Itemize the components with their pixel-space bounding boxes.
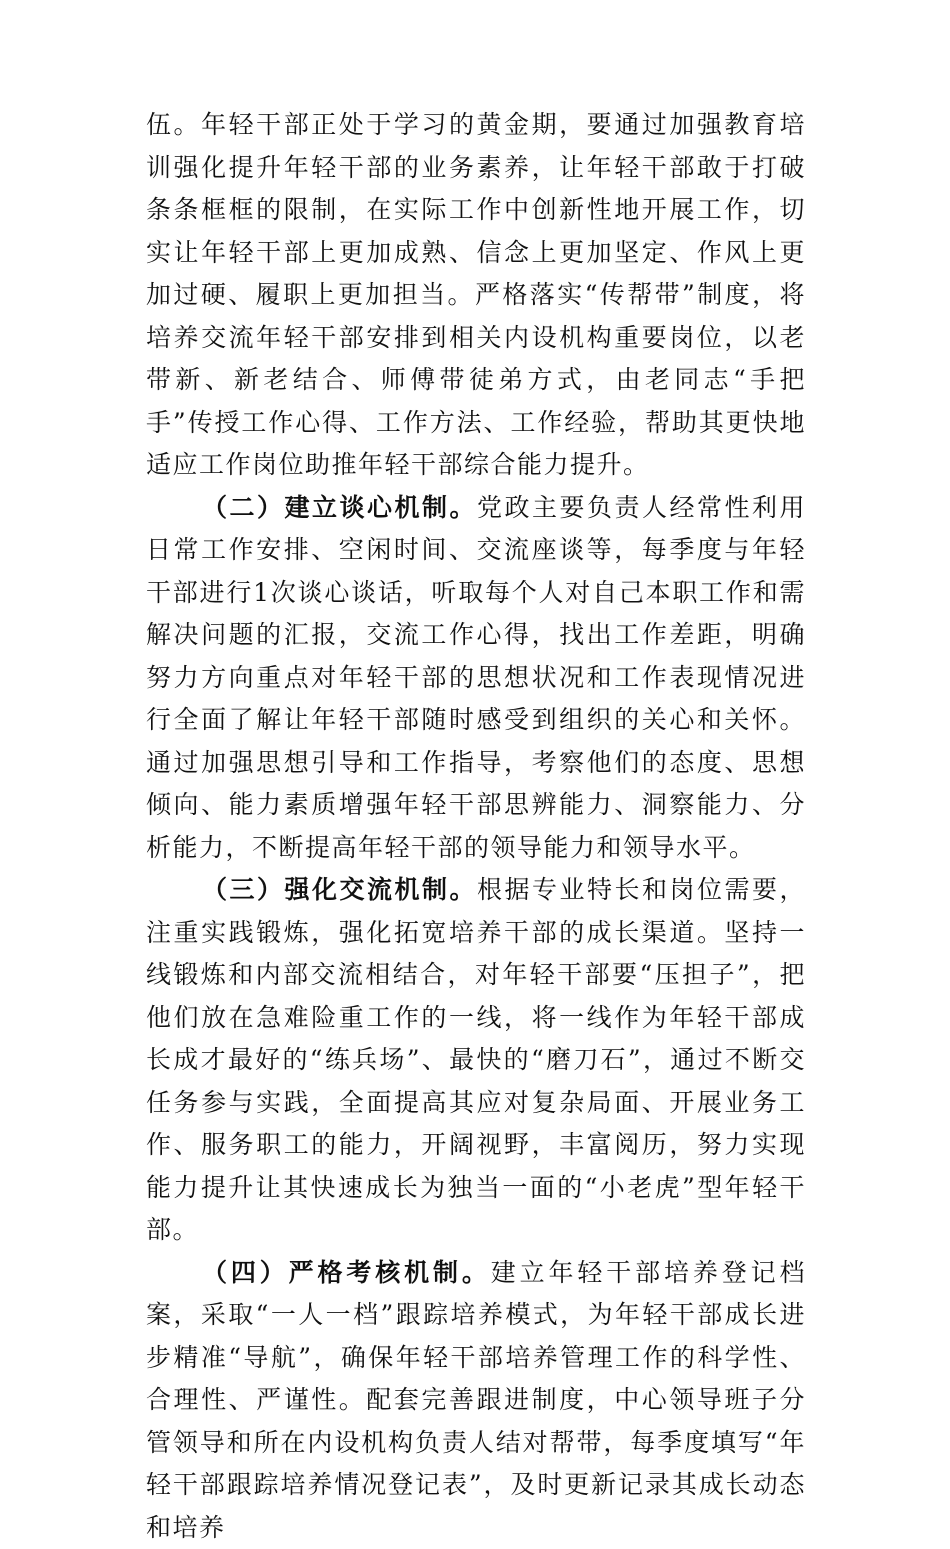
paragraph-text: 根据专业特长和岗位需要，注重实践锻炼，强化拓宽培养干部的成长渠道。坚持一线锻炼和内部交流相结合，对年轻干部要“压担子”，把他们放在急难险重工作的一线，将一线作为年轻干部成长成才最好的“练兵场”、最快的“磨刀石”，通过不断交任务参与实践，全面提高其应对复杂局面、开展业务工作、服务职工的能力，开阔视野，丰富阅历，努力实现能力提升让其快速成长为独当一面的“小老虎”型年轻干部。 [146, 875, 806, 1244]
paragraph-continued [146, 104, 806, 487]
paragraph-talk-mechanism [146, 487, 806, 870]
paragraph-exchange-mechanism [146, 869, 806, 1252]
section-heading: （四）严格考核机制。 [202, 1258, 491, 1287]
section-heading: （三）强化交流机制。 [202, 875, 477, 904]
paragraph-text: 党政主要负责人经常性利用日常工作安排、空闲时间、交流座谈等，每季度与年轻干部进行1次谈心谈话，听取每个人对自己本职工作和需解决问题的汇报，交流工作心得，找出工作差距，明确努力方向重点对年轻干部的思想状况和工作表现情况进行全面了解让年轻干部随时感受到组织的关心和关怀。通过加强思想引导和工作指导，考察他们的态度、思想倾向、能力素质增强年轻干部思辨能力、洞察能力、分析能力，不断提高年轻干部的领导能力和领导水平。 [146, 493, 806, 862]
paragraph-text: 伍。年轻干部正处于学习的黄金期，要通过加强教育培训强化提升年轻干部的业务素养，让年轻干部敢于打破条条框框的限制，在实际工作中创新性地开展工作，切实让年轻干部上更加成熟、信念上更加坚定、作风上更加过硬、履职上更加担当。严格落实“传帮带”制度，将培养交流年轻干部安排到相关内设机构重要岗位，以老带新、新老结合、师傅带徒弟方式，由老同志“手把手”传授工作心得、工作方法、工作经验，帮助其更快地适应工作岗位助推年轻干部综合能力提升。 [146, 110, 806, 479]
paragraph-text: 建立年轻干部培养登记档案，采取“一人一档”跟踪培养模式，为年轻干部成长进步精准“导航”，确保年轻干部培养管理工作的科学性、合理性、严谨性。配套完善跟进制度，中心领导班子分管领导和所在内设机构负责人结对帮带，每季度填写“年轻干部跟踪培养情况登记表”，及时更新记录其成长动态和培养 [146, 1258, 806, 1542]
section-heading: （二）建立谈心机制。 [202, 493, 477, 522]
document-body [146, 104, 806, 1549]
paragraph-assessment-mechanism [146, 1252, 806, 1549]
